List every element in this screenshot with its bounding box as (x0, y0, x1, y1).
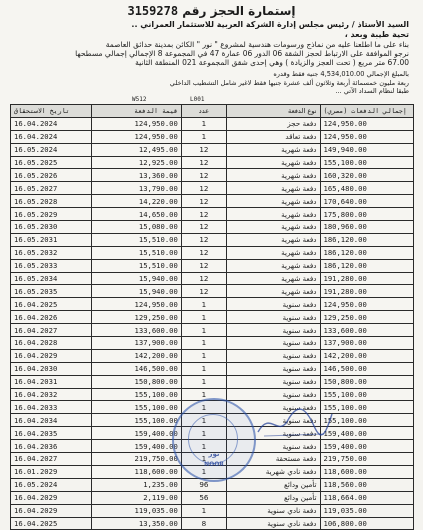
cell-type: دفعة حجز (227, 117, 320, 130)
code-left: W512 (132, 96, 147, 103)
cell-total: 219,750.00 (320, 453, 414, 466)
cell-amount: 15,510.00 (92, 233, 181, 246)
cell-amount: 159,400.00 (92, 427, 181, 440)
intro-block (11, 20, 409, 67)
header-total: إجمالي الدفعات (مصري) (320, 105, 414, 118)
cell-date: 16.04.2025 (11, 298, 92, 311)
cell-total: 170,640.00 (320, 195, 414, 208)
cell-count: 1 (181, 117, 226, 130)
table-row (11, 349, 414, 362)
cell-total: 155,100.00 (320, 388, 414, 401)
intro-project: بناء على ما اطلعنا عليه من نماذج ورسومات هندسية لمشروع " نور " الكائن بمدينة حدائق العاصمة (105, 40, 409, 49)
cell-date: 16.05.2031 (11, 233, 92, 246)
cell-count: 1 (181, 349, 226, 362)
cell-amount: 137,900.00 (92, 337, 181, 350)
cell-date: 16.04.2032 (11, 388, 92, 401)
cell-amount: 133,600.00 (92, 324, 181, 337)
cell-total: 165,480.00 (320, 182, 414, 195)
cell-amount: 155,100.00 (92, 401, 181, 414)
cell-type: دفعة شهرية (227, 233, 320, 246)
cell-count: 1 (181, 401, 226, 414)
cell-count: 1 (181, 311, 226, 324)
cell-date: 16.04.2029 (11, 349, 92, 362)
cell-amount: 15,940.00 (92, 272, 181, 285)
table-row (11, 285, 414, 298)
cell-total: 159,400.00 (320, 427, 414, 440)
cell-amount: 12,925.00 (92, 156, 181, 169)
cell-count: 1 (181, 324, 226, 337)
header-count: عدد (181, 105, 226, 118)
cell-total: 118,560.00 (320, 478, 414, 491)
header-date: تاريخ الاستحقاق (11, 105, 92, 118)
table-row (11, 375, 414, 388)
cell-type: دفعة سنوية (227, 414, 320, 427)
header-amount: قيمة الدفعة (92, 105, 181, 118)
cell-type: دفعة سنوية (227, 298, 320, 311)
cell-total: 186,120.00 (320, 233, 414, 246)
cell-type: دفعة شهرية (227, 285, 320, 298)
cell-amount: 2,119.00 (92, 491, 181, 504)
cell-type: دفعة مستحقة (227, 453, 320, 466)
codes-row (132, 96, 252, 104)
cell-amount: 119,035.00 (92, 504, 181, 517)
cell-type: دفعة سنوية (227, 375, 320, 388)
table-row (11, 169, 414, 182)
cell-date: 16.05.2027 (11, 182, 92, 195)
cell-count: 12 (181, 221, 226, 234)
table-row (11, 504, 414, 517)
cell-count: 1 (181, 298, 226, 311)
table-row (11, 208, 414, 221)
cell-amount: 12,495.00 (92, 143, 181, 156)
cell-total: 124,950.00 (320, 298, 414, 311)
intro-area: 67.00 متر مربع ( تحت العجز والزيادة ) وهي إحدى شقق المجموعة 021 المنطقة الثانية (135, 58, 409, 67)
cell-total: 180,960.00 (320, 221, 414, 234)
cell-total: 146,500.00 (320, 362, 414, 375)
cell-type: دفعة سنوية (227, 401, 320, 414)
cell-type: دفعة نادي شهرية (227, 465, 320, 478)
cell-total: 155,100.00 (320, 156, 414, 169)
cell-total: 124,950.00 (320, 130, 414, 143)
cell-total: 160,320.00 (320, 169, 414, 182)
cell-date: 16.05.2035 (11, 285, 92, 298)
cell-count: 1 (181, 453, 226, 466)
table-row (11, 298, 414, 311)
cell-type: دفعة شهرية (227, 182, 320, 195)
cell-total: 119,035.00 (320, 504, 414, 517)
table-row (11, 233, 414, 246)
table-row (11, 143, 414, 156)
cell-date: 16.04.2029 (11, 491, 92, 504)
cell-count: 8 (181, 517, 226, 530)
cell-amount: 13,350.00 (92, 517, 181, 530)
cell-date: 16.04.2024 (11, 130, 92, 143)
header-type: نوع الدفعة (227, 105, 320, 118)
cell-count: 1 (181, 337, 226, 350)
code-right: L001 (190, 96, 205, 103)
cell-amount: 142,200.00 (92, 349, 181, 362)
cell-date: 16.04.2033 (11, 401, 92, 414)
table-row (11, 337, 414, 350)
cell-amount: 124,950.00 (92, 117, 181, 130)
cell-amount: 155,100.00 (92, 414, 181, 427)
cell-type: دفعة شهرية (227, 169, 320, 182)
stamp-brand: NOOR (204, 461, 224, 468)
cell-amount: 15,510.00 (92, 246, 181, 259)
cell-total: 129,250.00 (320, 311, 414, 324)
stamp-brand-ar: نور (208, 450, 220, 458)
cell-total: 118,600.00 (320, 465, 414, 478)
cell-count: 1 (181, 375, 226, 388)
table-row (11, 324, 414, 337)
cell-type: دفعة شهرية (227, 195, 320, 208)
cell-total: 137,900.00 (320, 337, 414, 350)
table-row (11, 259, 414, 272)
cell-count: 96 (181, 478, 226, 491)
cell-count: 12 (181, 272, 226, 285)
cell-date: 16.05.2024 (11, 478, 92, 491)
cell-type: دفعة نادي سنوية (227, 517, 320, 530)
cell-date: 16.05.2029 (11, 208, 92, 221)
cell-count: 12 (181, 246, 226, 259)
table-row (11, 156, 414, 169)
price-words: ربعة مليون خمسمائة أربعة وثلاثون ألف عشرة جنيها فقط لاغير شامل التشطيب الداخلي (169, 78, 409, 87)
cell-type: دفعة نادي سنوية (227, 504, 320, 517)
cell-type: دفعة سنوية (227, 311, 320, 324)
cell-type: دفعة شهرية (227, 221, 320, 234)
cell-date: 16.04.2024 (11, 117, 92, 130)
cell-amount: 129,250.00 (92, 311, 181, 324)
cell-type: دفعة سنوية (227, 324, 320, 337)
price-line: بالمبلغ الإجمالي 4,534,010.00 جنيه فقط وقدره (273, 70, 409, 78)
cell-total: 186,120.00 (320, 246, 414, 259)
table-row (11, 195, 414, 208)
cell-count: 56 (181, 491, 226, 504)
cell-date: 16.05.2033 (11, 259, 92, 272)
cell-count: 12 (181, 285, 226, 298)
cell-total: 159,400.00 (320, 440, 414, 453)
cell-type: دفعة شهرية (227, 143, 320, 156)
table-row (11, 272, 414, 285)
cell-date: 16.05.2026 (11, 169, 92, 182)
cell-type: تأمين ودائع (227, 491, 320, 504)
cell-amount: 146,500.00 (92, 362, 181, 375)
cell-total: 191,280.00 (320, 272, 414, 285)
cell-date: 16.04.2027 (11, 324, 92, 337)
cell-count: 12 (181, 195, 226, 208)
table-row (11, 362, 414, 375)
cell-amount: 219,750.00 (92, 453, 181, 466)
table-row (11, 517, 414, 530)
price-block (11, 70, 409, 96)
cell-date: 16.04.2026 (11, 311, 92, 324)
cell-total: 191,280.00 (320, 285, 414, 298)
cell-total: 118,664.00 (320, 491, 414, 504)
cell-type: دفعة شهرية (227, 259, 320, 272)
cell-count: 1 (181, 440, 226, 453)
cell-amount: 159,400.00 (92, 440, 181, 453)
cell-amount: 1,235.00 (92, 478, 181, 491)
cell-count: 1 (181, 130, 226, 143)
table-row (11, 221, 414, 234)
cell-type: دفعة شهرية (227, 246, 320, 259)
cell-count: 1 (181, 414, 226, 427)
intro-addressee: السيد الأستاذ / رئيس مجلس إدارة الشركة العربية للاستثمار العمراني .. (131, 20, 409, 29)
cell-type: دفعة سنوية (227, 427, 320, 440)
cell-date: 16.04.2029 (11, 504, 92, 517)
cell-date: 16.05.2025 (11, 156, 92, 169)
cell-total: 133,600.00 (320, 324, 414, 337)
cell-total: 106,800.00 (320, 517, 414, 530)
form-title (0, 4, 423, 18)
cell-date: 16.05.2024 (11, 143, 92, 156)
cell-type: دفعة سنوية (227, 349, 320, 362)
table-header-row (11, 105, 414, 118)
cell-amount: 14,650.00 (92, 208, 181, 221)
cell-amount: 15,940.00 (92, 285, 181, 298)
cell-date: 16.04.2027 (11, 453, 92, 466)
cell-amount: 15,510.00 (92, 259, 181, 272)
cell-amount: 15,080.00 (92, 221, 181, 234)
cell-total: 155,100.00 (320, 401, 414, 414)
cell-type: دفعة سنوية (227, 388, 320, 401)
cell-date: 16.04.2025 (11, 517, 92, 530)
cell-count: 1 (181, 362, 226, 375)
cell-date: 16.05.2032 (11, 246, 92, 259)
cell-type: دفعة سنوية (227, 362, 320, 375)
cell-date: 16.05.2028 (11, 195, 92, 208)
cell-date: 16.04.2035 (11, 427, 92, 440)
cell-count: 12 (181, 233, 226, 246)
signature-mark (254, 402, 334, 442)
cell-count: 12 (181, 143, 226, 156)
cell-total: 175,800.00 (320, 208, 414, 221)
cell-total: 186,120.00 (320, 259, 414, 272)
cell-date: 16.04.2034 (11, 414, 92, 427)
cell-date: 16.04.2028 (11, 337, 92, 350)
cell-date: 16.04.2030 (11, 362, 92, 375)
cell-amount: 14,220.00 (92, 195, 181, 208)
table-row (11, 311, 414, 324)
cell-date: 16.04.2031 (11, 375, 92, 388)
table-row (11, 117, 414, 130)
cell-count: 1 (181, 388, 226, 401)
cell-type: دفعة سنوية (227, 440, 320, 453)
cell-date: 16.05.2030 (11, 221, 92, 234)
cell-amount: 150,800.00 (92, 375, 181, 388)
cell-count: 12 (181, 208, 226, 221)
cell-type: تأمين ودائع (227, 478, 320, 491)
intro-greeting: تحية طيبة وبعد ، (344, 30, 409, 39)
cell-total: 149,940.00 (320, 143, 414, 156)
cell-count: 12 (181, 169, 226, 182)
table-row (11, 491, 414, 504)
form-title-text: إستمارة الحجز رقم (182, 4, 296, 18)
cell-type: دفعة شهرية (227, 208, 320, 221)
cell-count: 1 (181, 504, 226, 517)
cell-count: 12 (181, 156, 226, 169)
cell-type: دفعة سنوية (227, 337, 320, 350)
cell-date: 16.04.2036 (11, 440, 92, 453)
intro-unit: نرجو الموافقة على الارتباط لحجز الشقة 06 الدور 06 عمارة 47 في المجموعة 8 الإجمالي إجمالي مسطحها (75, 49, 409, 58)
cell-amount: 124,950.00 (92, 130, 181, 143)
cell-count: 12 (181, 259, 226, 272)
cell-amount: 13,360.00 (92, 169, 181, 182)
table-row (11, 182, 414, 195)
cell-amount: 118,600.00 (92, 465, 181, 478)
cell-total: 142,200.00 (320, 349, 414, 362)
table-row (11, 246, 414, 259)
cell-type: دفعة شهرية (227, 272, 320, 285)
table-row (11, 130, 414, 143)
cell-amount: 155,100.00 (92, 388, 181, 401)
company-stamp (172, 398, 256, 482)
cell-amount: 13,790.00 (92, 182, 181, 195)
cell-count: 1 (181, 427, 226, 440)
cell-total: 150,800.00 (320, 375, 414, 388)
cell-total: 155,100.00 (320, 414, 414, 427)
cell-total: 124,950.00 (320, 117, 414, 130)
cell-type: دفعة تعاقد (227, 130, 320, 143)
cell-date: 16.01.2029 (11, 465, 92, 478)
cell-type: دفعة شهرية (227, 156, 320, 169)
form-number: 3159278 (127, 4, 179, 18)
cell-count: 1 (181, 465, 226, 478)
schedule-intro: طبقا لنظام السداد الآتي ... (335, 87, 409, 96)
cell-date: 16.05.2034 (11, 272, 92, 285)
cell-amount: 124,950.00 (92, 298, 181, 311)
cell-count: 12 (181, 182, 226, 195)
